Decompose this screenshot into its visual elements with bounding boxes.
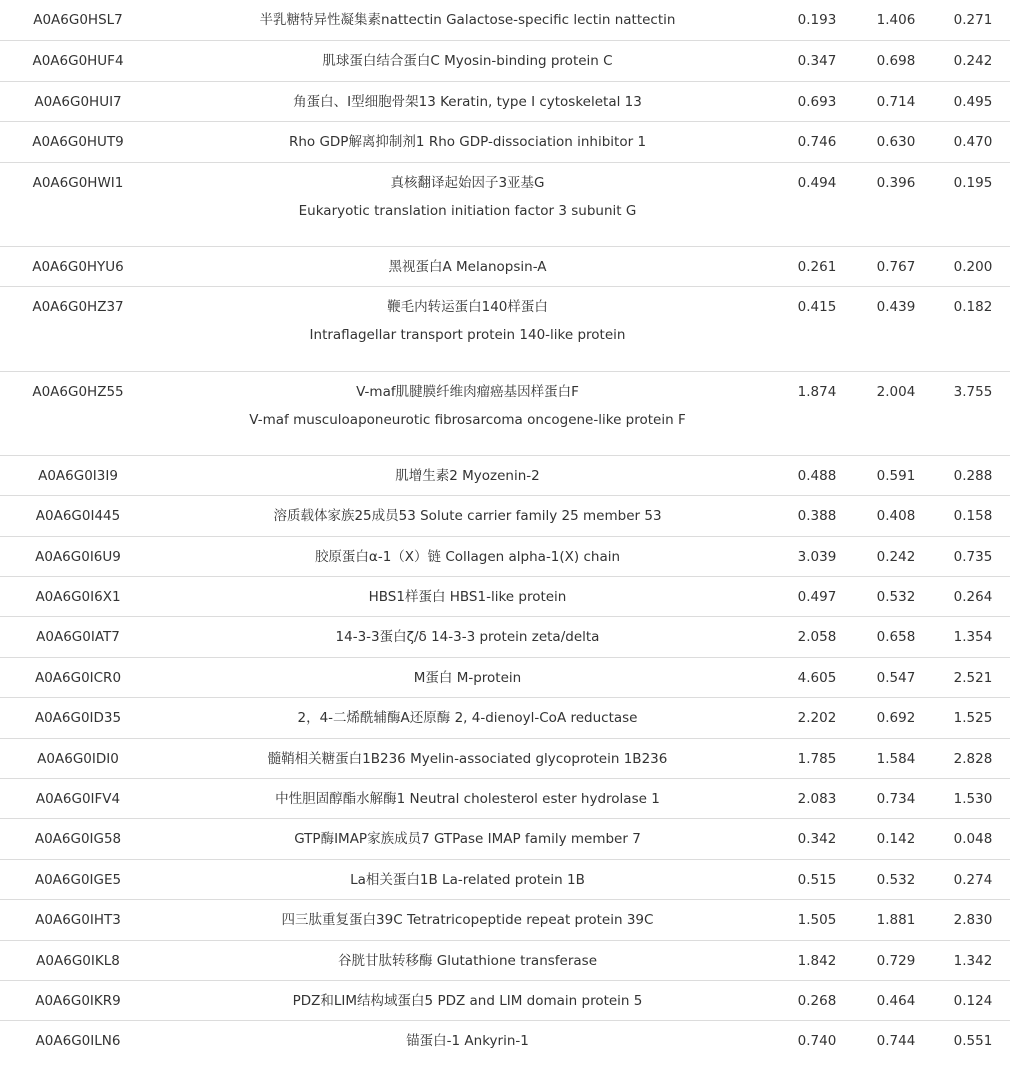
protein-id-cell: A0A6G0HZ37 [32, 299, 124, 316]
protein-name: 2，4-二烯酰辅酶A还原酶 2, 4-dienoyl-CoA reductase [297, 710, 638, 727]
value-cell-1: 1.874 [797, 383, 837, 400]
protein-name: 鞭毛内转运蛋白140样蛋白 [387, 299, 548, 316]
protein-id-cell: A0A6G0IKR9 [35, 992, 121, 1009]
protein-name: V-maf肌腱膜纤维肉瘤癌基因样蛋白F [356, 383, 579, 400]
protein-id-cell: A0A6G0HZ55 [32, 383, 124, 400]
table-row [0, 859, 1010, 899]
value-cell-1: 0.268 [797, 992, 837, 1009]
value-cell-1: 0.746 [797, 134, 837, 151]
value-cell-2: 0.744 [876, 1033, 916, 1050]
value-cell-2: 0.439 [876, 299, 916, 316]
table-row [0, 536, 1010, 576]
protein-name-cell [200, 537, 735, 577]
table-row [0, 121, 1010, 161]
value-cell-2: 0.714 [876, 93, 916, 110]
protein-name-cell [200, 247, 735, 287]
value-cell-3: 0.195 [953, 174, 993, 191]
protein-id-cell: A0A6G0ID35 [34, 710, 122, 727]
table-row [0, 81, 1010, 121]
protein-name: HBS1样蛋白 HBS1-like protein [368, 589, 567, 606]
value-cell-1: 0.261 [797, 258, 837, 275]
value-cell-3: 0.470 [953, 134, 993, 151]
protein-name-cell [200, 496, 735, 536]
protein-name: M蛋白 M-protein [413, 669, 522, 686]
value-cell-1: 0.342 [797, 831, 837, 848]
protein-name: 肌球蛋白结合蛋白C Myosin-binding protein C [322, 53, 613, 70]
value-cell-2: 0.142 [876, 831, 916, 848]
value-cell-2: 0.242 [876, 548, 916, 565]
protein-name-cell [200, 287, 735, 347]
value-cell-2: 0.692 [876, 710, 916, 727]
value-cell-3: 0.048 [953, 831, 993, 848]
protein-id-cell: A0A6G0I6U9 [35, 548, 121, 565]
protein-name-cell [200, 577, 735, 617]
table-row [0, 940, 1010, 980]
value-cell-1: 0.740 [797, 1033, 837, 1050]
table-row [0, 1020, 1010, 1060]
value-cell-2: 0.729 [876, 952, 916, 969]
value-cell-1: 0.347 [797, 53, 837, 70]
value-cell-1: 0.693 [797, 93, 837, 110]
value-cell-2: 0.532 [876, 871, 916, 888]
protein-name-cell [200, 617, 735, 657]
value-cell-2: 0.532 [876, 589, 916, 606]
protein-name: 胶原蛋白α-1（X）链 Collagen alpha-1(X) chain [314, 548, 621, 565]
protein-id-cell: A0A6G0IG58 [34, 831, 122, 848]
protein-name-cell [200, 819, 735, 859]
value-cell-3: 3.755 [953, 383, 993, 400]
protein-name-cell [200, 739, 735, 779]
value-cell-2: 1.406 [876, 12, 916, 28]
value-cell-3: 1.525 [953, 710, 993, 727]
value-cell-1: 0.388 [797, 508, 837, 525]
protein-name-cell [200, 122, 735, 162]
protein-name-cell [200, 900, 735, 940]
protein-name: 溶质载体家族25成员53 Solute carrier family 25 member 53 [273, 508, 662, 525]
protein-id-cell: A0A6G0HSL7 [33, 12, 123, 28]
protein-id-cell: A0A6G0I3I9 [38, 467, 118, 484]
protein-name: 四三肽重复蛋白39C Tetratricopeptide repeat protein 39C [281, 912, 654, 929]
value-cell-2: 0.698 [876, 53, 916, 70]
value-cell-1: 1.505 [797, 912, 837, 929]
protein-id-cell: A0A6G0I6X1 [35, 589, 121, 606]
value-cell-3: 1.354 [953, 629, 993, 646]
value-cell-2: 1.881 [876, 912, 916, 929]
value-cell-3: 2.830 [953, 912, 993, 929]
protein-name: La相关蛋白1B La-related protein 1B [350, 871, 585, 888]
value-cell-3: 0.551 [953, 1033, 993, 1050]
protein-id-cell: A0A6G0HUF4 [32, 53, 124, 70]
protein-id-cell: A0A6G0HWI1 [32, 174, 124, 191]
protein-id-cell: A0A6G0ILN6 [35, 1033, 121, 1050]
value-cell-2: 0.547 [876, 669, 916, 686]
protein-id-cell: A0A6G0HUI7 [34, 93, 122, 110]
table-row [0, 162, 1010, 246]
value-cell-1: 4.605 [797, 669, 837, 686]
value-cell-1: 0.488 [797, 467, 837, 484]
value-cell-1: 0.515 [797, 871, 837, 888]
table-row [0, 697, 1010, 737]
protein-name-cell [200, 163, 735, 223]
protein-name-cell [200, 981, 735, 1021]
value-cell-1: 1.785 [797, 750, 837, 767]
protein-name: 锚蛋白-1 Ankyrin-1 [406, 1033, 529, 1050]
protein-name: 肌增生素2 Myozenin-2 [395, 467, 540, 484]
protein-name: 真核翻译起始因子3亚基G [390, 174, 545, 191]
value-cell-3: 0.158 [953, 508, 993, 525]
table-row [0, 495, 1010, 535]
table-row [0, 0, 1010, 40]
protein-name-english: Intraflagellar transport protein 140-like protein [309, 327, 626, 344]
value-cell-1: 2.083 [797, 790, 837, 807]
table-row [0, 738, 1010, 778]
protein-name: 谷胱甘肽转移酶 Glutathione transferase [337, 952, 598, 969]
table-row [0, 778, 1010, 818]
table-row [0, 246, 1010, 286]
value-cell-2: 0.658 [876, 629, 916, 646]
protein-name: 14-3-3蛋白ζ/δ 14-3-3 protein zeta/delta [335, 629, 600, 646]
protein-name: 角蛋白、Ⅰ型细胞骨架13 Keratin, type Ⅰ cytoskeletal 13 [293, 93, 642, 110]
protein-name-cell [200, 941, 735, 981]
protein-name: PDZ和LIM结构域蛋白5 PDZ and LIM domain protein 5 [292, 992, 643, 1009]
value-cell-3: 0.274 [953, 871, 993, 888]
table-row [0, 657, 1010, 697]
protein-name-cell [200, 658, 735, 698]
protein-id-cell: A0A6G0IAT7 [36, 629, 120, 646]
protein-id-cell: A0A6G0HUT9 [32, 134, 124, 151]
table-row [0, 980, 1010, 1020]
value-cell-3: 0.182 [953, 299, 993, 316]
value-cell-3: 2.521 [953, 669, 993, 686]
protein-name-cell [200, 698, 735, 738]
table-row [0, 616, 1010, 656]
value-cell-2: 1.584 [876, 750, 916, 767]
value-cell-3: 2.828 [953, 750, 993, 767]
value-cell-1: 0.497 [797, 589, 837, 606]
table-row [0, 286, 1010, 370]
protein-id-cell: A0A6G0IHT3 [35, 912, 121, 929]
value-cell-2: 2.004 [876, 383, 916, 400]
value-cell-2: 0.591 [876, 467, 916, 484]
value-cell-1: 0.415 [797, 299, 837, 316]
table-row [0, 455, 1010, 495]
protein-name-cell [200, 372, 735, 432]
protein-name: Rho GDP解离抑制剂1 Rho GDP-dissociation inhibitor 1 [288, 134, 647, 151]
value-cell-3: 0.495 [953, 93, 993, 110]
value-cell-3: 0.242 [953, 53, 993, 70]
value-cell-3: 0.124 [953, 992, 993, 1009]
protein-name-cell [200, 41, 735, 81]
value-cell-1: 0.193 [797, 12, 837, 28]
value-cell-3: 0.735 [953, 548, 993, 565]
protein-id-cell: A0A6G0IDI0 [37, 750, 119, 767]
protein-id-cell: A0A6G0I445 [35, 508, 121, 525]
protein-name: 髓鞘相关糖蛋白1B236 Myelin-associated glycoprotein 1B236 [267, 750, 668, 767]
protein-id-cell: A0A6G0IKL8 [36, 952, 120, 969]
protein-id-cell: A0A6G0IFV4 [35, 790, 121, 807]
protein-id-cell: A0A6G0HYU6 [32, 258, 124, 275]
value-cell-1: 1.842 [797, 952, 837, 969]
protein-name-cell [200, 1021, 735, 1061]
value-cell-1: 3.039 [797, 548, 837, 565]
value-cell-2: 0.396 [876, 174, 916, 191]
value-cell-2: 0.734 [876, 790, 916, 807]
table-row [0, 899, 1010, 939]
protein-name: 中性胆固醇酯水解酶1 Neutral cholesterol ester hydrolase 1 [275, 790, 660, 807]
value-cell-3: 0.264 [953, 589, 993, 606]
protein-name-cell [200, 0, 735, 40]
value-cell-1: 2.058 [797, 629, 837, 646]
value-cell-1: 2.202 [797, 710, 837, 727]
protein-name-cell [200, 860, 735, 900]
protein-name-english: V-maf musculoaponeurotic fibrosarcoma oncogene-like protein F [249, 411, 686, 428]
protein-id-cell: A0A6G0ICR0 [34, 669, 122, 686]
protein-name: GTP酶IMAP家族成员7 GTPase IMAP family member 7 [294, 831, 641, 848]
value-cell-2: 0.464 [876, 992, 916, 1009]
value-cell-1: 0.494 [797, 174, 837, 191]
value-cell-3: 1.530 [953, 790, 993, 807]
protein-name-cell [200, 779, 735, 819]
protein-name-cell [200, 82, 735, 122]
value-cell-3: 0.271 [953, 12, 993, 28]
protein-id-cell: A0A6G0IGE5 [34, 871, 122, 888]
table-row [0, 371, 1010, 455]
value-cell-2: 0.408 [876, 508, 916, 525]
value-cell-3: 0.288 [953, 467, 993, 484]
table-row [0, 40, 1010, 80]
protein-name: 半乳糖特异性凝集素nattectin Galactose-specific lectin nattectin [259, 12, 676, 28]
value-cell-3: 1.342 [953, 952, 993, 969]
value-cell-2: 0.767 [876, 258, 916, 275]
value-cell-3: 0.200 [953, 258, 993, 275]
protein-name: 黑视蛋白A Melanopsin-A [388, 258, 547, 275]
protein-name-english: Eukaryotic translation initiation factor 3 subunit G [298, 202, 637, 219]
protein-name-cell [200, 456, 735, 496]
table-row [0, 818, 1010, 858]
table-row [0, 576, 1010, 616]
value-cell-2: 0.630 [876, 134, 916, 151]
